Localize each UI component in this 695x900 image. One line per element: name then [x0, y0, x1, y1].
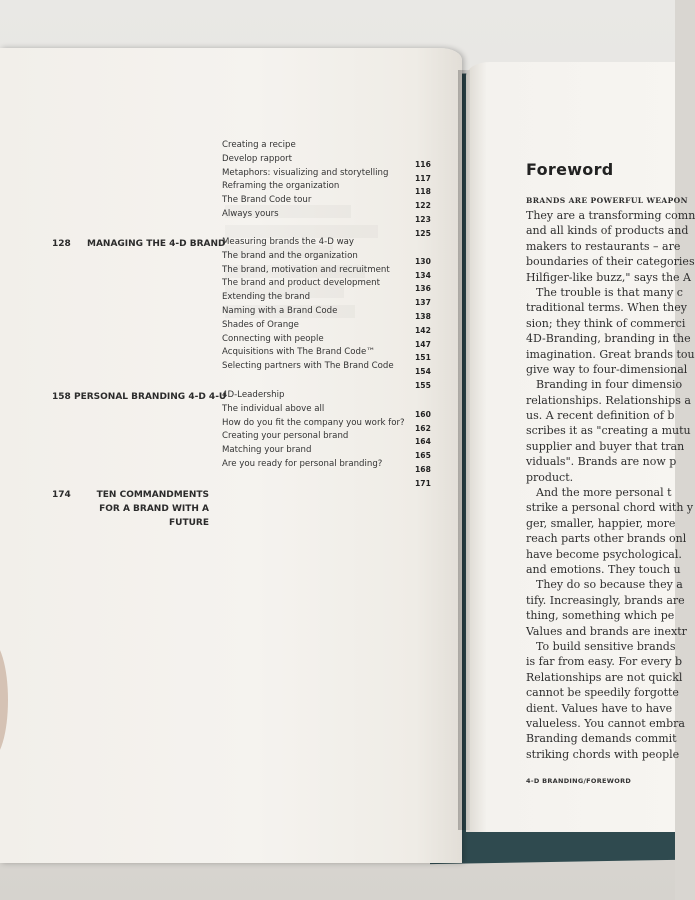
toc-entry: The brand and product development 136	[222, 278, 431, 294]
toc-entry: 125	[415, 228, 431, 238]
toc-entry: Extending the brand 137	[222, 292, 431, 308]
section-title: MANAGING THE 4-D BRAND	[87, 239, 226, 249]
body-line: have become psychological.	[526, 547, 682, 561]
body-line: They do so because they a	[536, 578, 683, 592]
toc-entry: How do you fit the company you work for? 162	[222, 417, 431, 433]
body-line: viduals". Brands are now p	[526, 455, 677, 469]
body-line: give way to four-dimensional	[526, 362, 688, 376]
body-line: Branding in four dimensio	[536, 378, 683, 392]
section-number: 158	[52, 392, 71, 402]
body-line: and emotions. They touch u	[526, 562, 681, 576]
toc-entry: Creating a recipe	[222, 140, 296, 150]
body-line: sion; they think of commerci	[526, 316, 686, 330]
toc-entry: Develop rapport 116	[222, 153, 431, 169]
body-line: reach parts other brands onl	[526, 532, 687, 546]
section-number: 128	[52, 239, 71, 249]
toc-entry: Metaphors: visualizing and storytelling 117	[222, 167, 431, 183]
body-line: product.	[526, 470, 574, 484]
body-line: BRANDS ARE POWERFUL WEAPON	[526, 196, 688, 205]
body-line: supplier and buyer that tran	[526, 439, 685, 453]
foreword-title: Foreword	[526, 160, 614, 179]
toc-entry: Creating your personal brand 164	[222, 431, 431, 447]
body-line: Hilfiger-like buzz," says the A	[526, 270, 691, 284]
body-line: tify. Increasingly, brands are	[526, 593, 685, 607]
toc-entry: The Brand Code tour 122	[222, 195, 431, 211]
body-line: traditional terms. When they	[526, 301, 687, 315]
toc-entry: The individual above all 160	[222, 403, 431, 419]
toc-entry: Acquisitions with The Brand Code™ 151	[222, 347, 431, 363]
section-title: PERSONAL BRANDING 4-D 4-U	[74, 392, 227, 402]
body-line: The trouble is that many c	[536, 285, 683, 299]
toc-entry: Reframing the organization 118	[222, 181, 431, 197]
show-through-heading	[48, 118, 55, 138]
toc-intro-entries	[222, 140, 442, 237]
section-title	[72, 488, 209, 530]
body-line: scribes it as "creating a mutu	[526, 424, 691, 438]
running-footer: 4-D BRANDING/FOREWORD	[526, 777, 632, 785]
toc-section-entries	[222, 390, 442, 487]
toc-entry: 4D-Leadership	[222, 390, 285, 400]
body-line: ger, smaller, happier, more	[526, 516, 676, 530]
toc-entry: 155	[415, 380, 431, 390]
toc-entry: Matching your brand 165	[222, 445, 431, 461]
section-title-line: TEN COMMANDMENTS	[96, 490, 209, 500]
toc-entry: Always yours 123	[222, 208, 431, 224]
toc-entry: Naming with a Brand Code 138	[222, 305, 431, 321]
body-line: They are a transforming comn	[526, 209, 695, 222]
section-title-line: FOR A BRAND WITH A FUTURE	[99, 504, 209, 528]
body-line: thing, something which pe	[526, 609, 675, 623]
toc-entry: The brand, motivation and recruitment 134	[222, 264, 431, 280]
toc-section-entries	[222, 237, 442, 389]
body-line: To build sensitive brands	[536, 639, 676, 653]
toc-entry: Selecting partners with The Brand Code 154	[222, 361, 431, 377]
toc-entry: Measuring brands the 4-D way	[222, 237, 354, 247]
body-line: cannot be speedily forgotte	[526, 686, 679, 700]
body-line: relationships. Relationships a	[526, 393, 691, 407]
toc-entry: The brand and the organization 130	[222, 250, 431, 266]
section-number: 174	[52, 490, 71, 500]
body-line: us. A recent definition of b	[526, 409, 675, 423]
body-line: boundaries of their categories	[526, 255, 695, 269]
toc-entry: Are you ready for personal branding? 168	[222, 458, 431, 474]
body-line: dient. Values have to have	[526, 701, 673, 715]
toc-entry: Shades of Orange 142	[222, 319, 431, 335]
body-line: Values and brands are inextr	[526, 624, 687, 638]
toc-entry: 171	[415, 478, 431, 488]
body-line: And the more personal t	[536, 486, 672, 500]
body-line: 4D-Branding, branding in the	[526, 332, 691, 346]
body-line: valueless. You cannot embra	[526, 716, 685, 730]
body-line: Relationships are not quickl	[526, 670, 683, 684]
body-line: and all kinds of products and	[526, 224, 689, 238]
body-line: striking chords with people	[526, 747, 680, 761]
body-line: makers to restaurants – are	[526, 239, 681, 253]
toc-entry: Connecting with people 147	[222, 333, 431, 349]
book-gutter	[458, 70, 470, 830]
body-line: strike a personal chord with y	[526, 501, 694, 515]
body-line: imagination. Great brands tou	[526, 347, 695, 361]
body-line: is far from easy. For every b	[526, 655, 683, 669]
foreword-body	[526, 196, 695, 763]
body-line: Branding demands commit	[526, 732, 677, 746]
